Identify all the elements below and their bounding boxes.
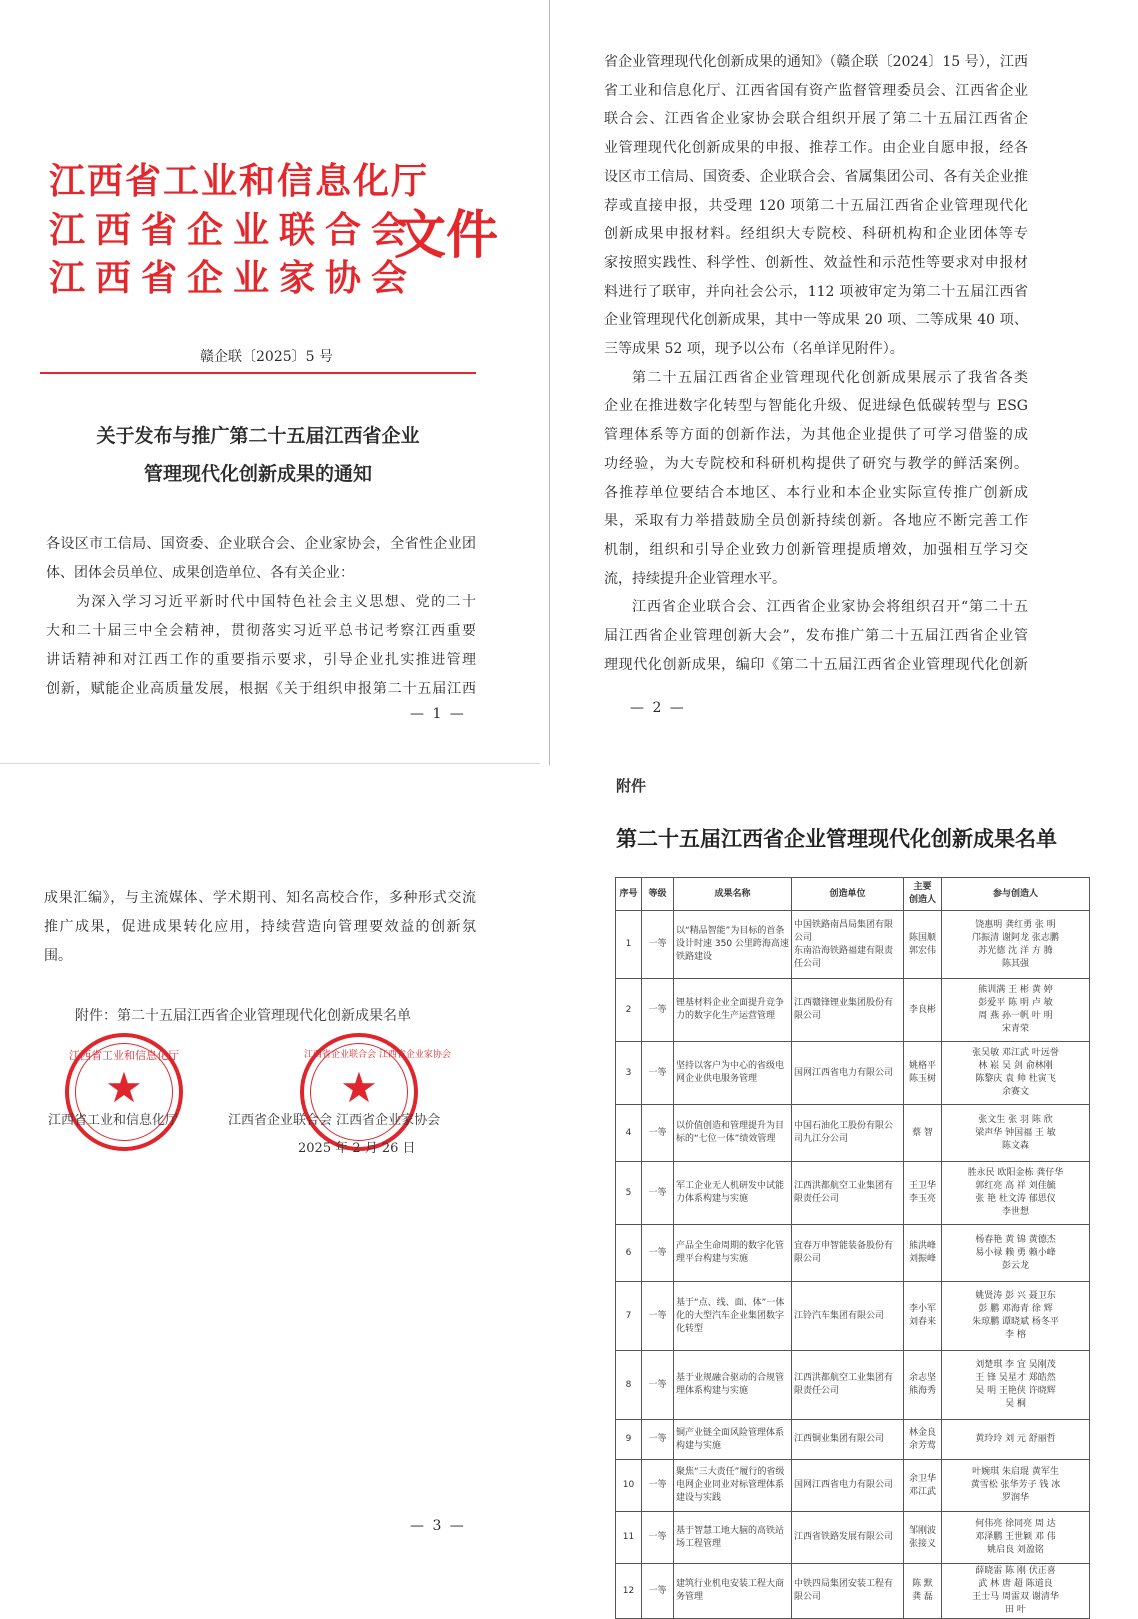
- notice-title-line-1: 关于发布与推广第二十五届江西省企业: [96, 425, 420, 447]
- attachment-note: 附件：第二十五届江西省企业管理现代化创新成果名单: [75, 1008, 411, 1024]
- p2-line: 各推荐单位要结合本地区、本行业和本企业实际宣传推广创新成: [604, 484, 1028, 501]
- page-divider-vertical: [549, 0, 550, 765]
- cell-name: 产品全生命周期的数字化管理平台构建与实施: [674, 1225, 792, 1282]
- p2-line: 机制，组织和引导企业致力创新管理提质增效，加强相互学习交: [604, 541, 1028, 558]
- p2-line: 创新成果申报材料。经组织大专院校、科研机构和企业团体等专: [604, 226, 1028, 243]
- cell-grade: 一等: [642, 1564, 674, 1619]
- table-header-row: [616, 878, 1090, 911]
- cell-grade: 一等: [642, 1351, 674, 1420]
- body-line-4: 创新，赋能企业高质量发展，根据《关于组织申报第二十五届江西: [46, 681, 476, 697]
- cell-grade: 一等: [642, 1282, 674, 1351]
- cell-main: 王卫华 李玉亮: [904, 1162, 942, 1225]
- signer-left: 江西省工业和信息化厅: [48, 1113, 179, 1128]
- cell-name: 军工企业无人机研发中试能力体系构建与实施: [674, 1162, 792, 1225]
- doc-number: 赣企联〔2025〕5 号: [200, 349, 333, 365]
- p2-line: 第二十五届江西省企业管理现代化创新成果展示了我省各类: [632, 369, 1028, 386]
- page-1: [0, 0, 532, 760]
- table-row: [616, 911, 1090, 979]
- cell-no: 1: [616, 911, 642, 979]
- seal-right-text: 江西省企业联合会 江西省企业家协会: [304, 1050, 451, 1060]
- cell-grade: 一等: [642, 1420, 674, 1460]
- page-number-2: — 2 —: [630, 700, 686, 716]
- cell-grade: 一等: [642, 1105, 674, 1162]
- cell-others: 张吴敏 邓江武 叶远誉 林 崧 吴 剑 俞林刚 陈黎庆 袁 帅 杜寅飞 余赛文: [942, 1042, 1090, 1105]
- seal-right: [300, 1033, 451, 1151]
- page-number-3: — 3 —: [410, 1518, 466, 1534]
- red-rule: [40, 372, 476, 374]
- cell-name: 铜产业链全面风险管理体系构建与实施: [674, 1420, 792, 1460]
- list-title: 第二十五届江西省企业管理现代化创新成果名单: [616, 826, 1057, 851]
- signer-right: 江西省企业联合会 江西省企业家协会: [228, 1113, 441, 1128]
- page-divider-horizontal: [0, 763, 540, 764]
- cell-unit: 中铁四局集团安装工程有限公司: [792, 1564, 904, 1619]
- cell-name: 以价值创造和管理提升为目标的“七位一体”绩效管理: [674, 1105, 792, 1162]
- cell-name: 基于业规融合驱动的合规管理体系构建与实施: [674, 1351, 792, 1420]
- p3-line-3: 围。: [44, 948, 72, 964]
- cell-unit: 江西省铁路发展有限公司: [792, 1512, 904, 1564]
- addressee-line-1: 各设区市工信局、国资委、企业联合会、企业家协会，全省性企业团: [46, 536, 476, 552]
- cell-others: 薛晓雷 陈 刚 伏正喜 武 林 唐 超 陈道良 王士马 周雷双 谢清华 田 叶: [942, 1564, 1090, 1619]
- cell-no: 2: [616, 979, 642, 1042]
- cell-no: 12: [616, 1564, 642, 1619]
- cell-main: 熊洪峰 刘振峰: [904, 1225, 942, 1282]
- cell-unit: 中国铁路南昌局集团有限公司 东南沿海铁路福建有限责任公司: [792, 911, 904, 979]
- cell-grade: 一等: [642, 979, 674, 1042]
- cell-name: 基于“点、线、面、体”一体化的大型汽车企业集团数字化转型: [674, 1282, 792, 1351]
- table-row: [616, 1420, 1090, 1460]
- p2-line: 设区市工信局、国资委、企业联合会、省属集团公司、各有关企业推: [604, 168, 1028, 185]
- awards-table: [615, 877, 1090, 1619]
- cell-main: 姚格平 陈玉树: [904, 1042, 942, 1105]
- cell-others: 张文生 张 羽 陈 欣 梁声华 钟国福 王 敏 陈文森: [942, 1105, 1090, 1162]
- cell-no: 6: [616, 1225, 642, 1282]
- cell-main: 陈 默 龚 磊: [904, 1564, 942, 1619]
- cell-unit: 江西洪都航空工业集团有限责任公司: [792, 1162, 904, 1225]
- table-row: [616, 1042, 1090, 1105]
- p2-line: 联合会、江西省企业家协会联合组织开展了第二十五届江西省企: [604, 111, 1028, 128]
- cell-others: 饶惠明 龚红勇 张 明 邝振清 谢阿龙 张志鹏 苏光德 沈 洋 方 腾 陈其强: [942, 911, 1090, 979]
- table-row: [616, 1282, 1090, 1351]
- cell-grade: 一等: [642, 911, 674, 979]
- cell-main: 蔡 智: [904, 1105, 942, 1162]
- p2-line: 业管理现代化创新成果的申报、推荐工作。由企业自愿申报，经各: [604, 140, 1028, 157]
- col-header-unit: 创造单位: [792, 878, 904, 911]
- cell-no: 5: [616, 1162, 642, 1225]
- star-icon: ★: [105, 1063, 143, 1112]
- p2-line: 功经验，为大专院校和科研机构提供了研究与教学的鲜活案例。: [604, 455, 1028, 472]
- cell-no: 3: [616, 1042, 642, 1105]
- page-number-1: — 1 —: [410, 706, 466, 722]
- cell-main: 李小军 刘春来: [904, 1282, 942, 1351]
- table-row: [616, 1564, 1090, 1619]
- p2-line: 省工业和信息化厅、江西省国有资产监督管理委员会、江西省企业: [604, 82, 1028, 99]
- col-header-main: 主要 创造人: [904, 878, 942, 911]
- attachment-label: 附件: [616, 777, 647, 795]
- cell-others: 姚贤涛 彭 兴 聂卫东 彭 鹏 邓海青 徐 辉 朱琼鹏 谭晓斌 杨冬平 李 榕: [942, 1282, 1090, 1351]
- cell-grade: 一等: [642, 1042, 674, 1105]
- cell-grade: 一等: [642, 1460, 674, 1512]
- cell-unit: 国网江西省电力有限公司: [792, 1460, 904, 1512]
- cell-unit: 江西赣锋锂业集团股份有限公司: [792, 979, 904, 1042]
- cell-unit: 宜春万申智能装备股份有限公司: [792, 1225, 904, 1282]
- p2-line: 荐或直接申报，共受理 120 项第二十五届江西省企业管理现代化: [604, 197, 1028, 214]
- p2-line: 理现代化创新成果，编印《第二十五届江西省企业管理现代化创新: [604, 656, 1028, 673]
- cell-grade: 一等: [642, 1512, 674, 1564]
- col-header-others: 参与创造人: [942, 878, 1090, 911]
- col-header-name: 成果名称: [674, 878, 792, 911]
- cell-others: 熊训满 王 彬 黄 婷 彭爱平 陈 明 卢 敏 周 燕 孙一帆 叶 明 宋青荣: [942, 979, 1090, 1042]
- p2-line: 三等成果 52 项，现予以公布（名单详见附件）。: [604, 341, 904, 357]
- addressee-line-2: 体、团体会员单位、成果创造单位、各有关企业：: [46, 565, 354, 581]
- cell-main: 陈国顺 郭宏伟: [904, 911, 942, 979]
- cell-grade: 一等: [642, 1162, 674, 1225]
- seal-left: [65, 1033, 183, 1151]
- p2-line: 料进行了联审，并向社会公示，112 项被审定为第二十五届江西省: [604, 283, 1028, 300]
- body-line-1: 为深入学习习近平新时代中国特色社会主义思想、党的二十: [76, 594, 476, 610]
- cell-unit: 中国石油化工股份有限公司九江分公司: [792, 1105, 904, 1162]
- table-row: [616, 979, 1090, 1042]
- notice-title-line-2: 管理现代化创新成果的通知: [143, 463, 372, 485]
- cell-name: 以“精品智能”为目标的首条设计时速 350 公里跨海高速铁路建设: [674, 911, 792, 979]
- table-row: [616, 1512, 1090, 1564]
- table-row: [616, 1105, 1090, 1162]
- cell-others: 刘楚琪 李 宜 吴刚茂 王 锋 吴星才 郑皓然 吴 明 王艳侠 许晓辉 吴 桐: [942, 1351, 1090, 1420]
- header-wenjian: 文件: [394, 205, 499, 266]
- cell-grade: 一等: [642, 1225, 674, 1282]
- cell-others: 叶婉琪 朱启琨 黄军生 黄雪松 张华芳子 钱 冰 罗润华: [942, 1460, 1090, 1512]
- header-line-3: 江西省企业家协会: [49, 257, 418, 299]
- p2-line: 省企业管理现代化创新成果的通知》（赣企联〔2024〕15 号），江西: [604, 54, 1028, 70]
- table-row: [616, 1460, 1090, 1512]
- page-2: [560, 0, 1138, 760]
- body-line-3: 讲话精神和对江西工作的重要指示要求，引导企业扎实推进管理: [46, 652, 476, 668]
- cell-no: 11: [616, 1512, 642, 1564]
- p2-line: 届江西省企业管理创新大会”，发布推广第二十五届江西省企业管: [604, 628, 1028, 644]
- p3-line-2: 推广成果，促进成果转化应用，持续营造向管理要效益的创新氛: [44, 919, 476, 935]
- p3-line-1: 成果汇编》，与主流媒体、学术期刊、知名高校合作，多种形式交流: [44, 890, 476, 906]
- header-line-1: 江西省工业和信息化厅: [49, 160, 430, 202]
- cell-name: 基于智慧工地大脑的高铁站场工程管理: [674, 1512, 792, 1564]
- cell-main: 李良彬: [904, 979, 942, 1042]
- body-line-2: 大和二十届三中全会精神，贯彻落实习近平总书记考察江西重要: [46, 623, 476, 639]
- cell-others: 胜永民 欧阳金栋 龚仔华 郭红亮 高 祥 刘佳毓 张 艳 杜文涛 郁思仪 李世想: [942, 1162, 1090, 1225]
- cell-no: 7: [616, 1282, 642, 1351]
- col-header-no: 序号: [616, 878, 642, 911]
- cell-main: 邹刚波 张接义: [904, 1512, 942, 1564]
- cell-no: 9: [616, 1420, 642, 1460]
- cell-unit: 江铃汽车集团有限公司: [792, 1282, 904, 1351]
- p2-line: 流，持续提升企业管理水平。: [604, 570, 786, 587]
- issue-date: 2025 年 2 月 26 日: [298, 1141, 416, 1156]
- table-row: [616, 1351, 1090, 1420]
- cell-main: 余志坚 熊海秀: [904, 1351, 942, 1420]
- p2-line: 企业在推进数字化转型与智能化升级、促进绿色低碳转型与 ESG: [604, 398, 1028, 415]
- cell-name: 聚焦“三大责任”履行的省级电网企业同业对标管理体系建设与实践: [674, 1460, 792, 1512]
- star-icon: ★: [340, 1063, 378, 1112]
- cell-name: 坚持以客户为中心的省级电网企业供电服务管理: [674, 1042, 792, 1105]
- cell-name: 锂基材料企业全面提升竞争力的数字化生产运营管理: [674, 979, 792, 1042]
- cell-no: 10: [616, 1460, 642, 1512]
- col-header-grade: 等级: [642, 878, 674, 911]
- cell-no: 8: [616, 1351, 642, 1420]
- cell-name: 建筑行业机电安装工程大商务管理: [674, 1564, 792, 1619]
- header-line-2: 江西省企业联合会: [49, 209, 418, 251]
- cell-others: 何伟亮 徐同亮 周 达 邓泽鹏 王世颖 邓 伟 姚启良 刘盈铭: [942, 1512, 1090, 1564]
- table-row: [616, 1162, 1090, 1225]
- seal-left-text: 江西省工业和信息化厅: [69, 1049, 179, 1062]
- p2-line: 果，采取有力举措鼓励全员创新持续创新。各地应不断完善工作: [604, 513, 1028, 530]
- cell-main: 林金良 余芳莺: [904, 1420, 942, 1460]
- cell-others: 杨春艳 黄 锦 黄德杰 易小禄 赖 勇 赖小峰 彭云龙: [942, 1225, 1090, 1282]
- cell-unit: 江西铜业集团有限公司: [792, 1420, 904, 1460]
- p2-line: 管理体系等方面的创新作法，为其他企业提供了可学习借鉴的成: [604, 427, 1028, 444]
- cell-no: 4: [616, 1105, 642, 1162]
- cell-unit: 江西洪都航空工业集团有限责任公司: [792, 1351, 904, 1420]
- cell-unit: 国网江西省电力有限公司: [792, 1042, 904, 1105]
- page-3: [0, 770, 532, 1619]
- cell-others: 黄玲玲 刘 元 舒丽哲: [942, 1420, 1090, 1460]
- table-row: [616, 1225, 1090, 1282]
- cell-main: 余卫华 邓江武: [904, 1460, 942, 1512]
- p2-line: 家按照实践性、科学性、创新性、效益性和示范性等要求对申报材: [604, 254, 1028, 271]
- p2-line: 企业管理现代化创新成果，其中一等成果 20 项、二等成果 40 项、: [604, 312, 1028, 329]
- p2-line: 江西省企业联合会、江西省企业家协会将组织召开“第二十五: [632, 599, 1028, 616]
